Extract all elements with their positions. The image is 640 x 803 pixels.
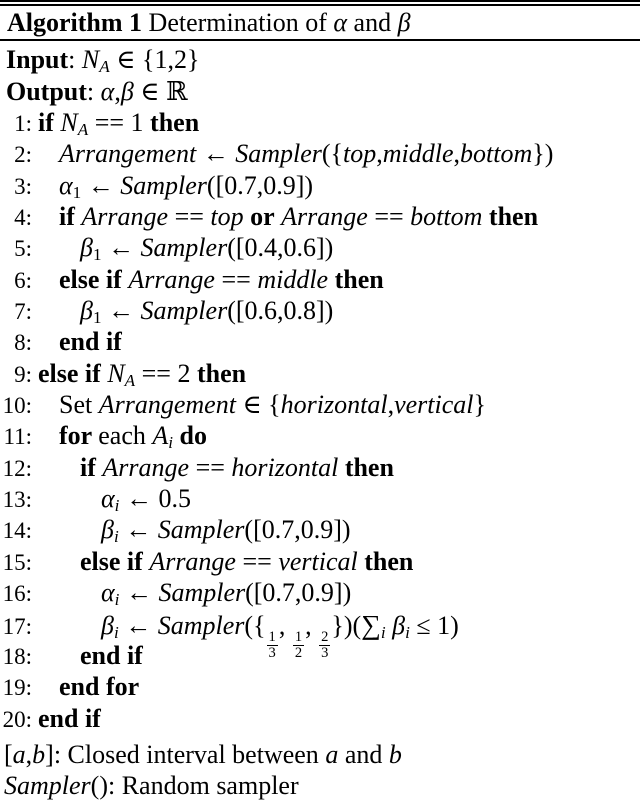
text-segment: i [380, 622, 386, 642]
text-segment: middle [382, 139, 454, 169]
text-segment: vertical [278, 546, 358, 576]
text-segment: i [168, 433, 174, 453]
text-segment: ← [101, 233, 141, 263]
text-segment: ← [101, 296, 141, 326]
line-number: 9: [14, 361, 32, 387]
text-segment: ← [118, 515, 158, 545]
algorithm-line [0, 577, 640, 608]
text-segment: ∑ [361, 608, 381, 640]
line-number: 12: [2, 455, 32, 481]
text-segment: == [168, 202, 211, 232]
text-segment: i [113, 527, 119, 547]
line-content [38, 514, 351, 545]
line-content [38, 640, 143, 671]
line-content [38, 170, 313, 201]
text-segment: ]: Closed interval between [45, 739, 326, 769]
line-content [38, 452, 394, 483]
text-segment: else if [38, 358, 108, 388]
text-segment: ({ [321, 139, 344, 169]
text-segment: and [338, 739, 389, 769]
algorithm-line [0, 514, 640, 545]
text-segment: ← [118, 610, 158, 640]
text-segment: each [98, 421, 153, 451]
text-segment: A [152, 421, 169, 451]
text-segment: if [80, 452, 103, 482]
algorithm-line [0, 546, 640, 577]
algorithm-line [0, 483, 640, 514]
text-segment: Algorithm 1 [7, 8, 143, 37]
text-segment: β [397, 8, 411, 37]
algorithm-line [0, 201, 640, 232]
line-number: 5: [14, 236, 32, 262]
text-segment: do [179, 421, 207, 451]
text-segment: horizontal [231, 452, 339, 482]
line-number: 18: [2, 643, 32, 669]
text-segment: == 2 [135, 358, 197, 388]
text-segment: }) [532, 139, 554, 169]
text-segment: ∈ ℝ [133, 76, 188, 106]
text-segment: == [189, 452, 232, 482]
line-number: 3: [14, 173, 32, 199]
text-segment: for [59, 421, 99, 451]
text-segment: or [250, 202, 275, 232]
text-segment: α [59, 170, 73, 200]
algorithm-line [0, 420, 640, 451]
text-segment: : [86, 76, 101, 106]
output-row [6, 76, 640, 108]
line-content [38, 483, 191, 514]
fraction [293, 630, 304, 662]
text-segment: ([0.7,0.9]) [206, 170, 314, 200]
text-segment: == 1 [88, 108, 151, 137]
text-segment: else if [59, 264, 129, 294]
text-segment: a [325, 739, 339, 769]
text-segment: ← [119, 578, 159, 608]
text-segment: Sampler [120, 170, 207, 200]
text-segment: A [77, 120, 89, 140]
text-segment: end for [59, 672, 140, 702]
text-segment: Arrange [128, 264, 215, 294]
text-segment: β [80, 233, 93, 263]
text-segment: Arrange [102, 452, 190, 482]
algorithm-line [0, 295, 640, 326]
text-segment: , [305, 610, 319, 640]
text-segment: == [367, 202, 411, 232]
text-segment: == [235, 546, 279, 576]
text-segment: [ [4, 739, 13, 769]
text-segment: ([0.7,0.9]) [244, 515, 351, 545]
line-number: 8: [14, 330, 32, 356]
line-content [38, 389, 486, 420]
text-segment: and [347, 8, 398, 37]
text-segment: α [101, 578, 115, 608]
text-segment: end if [59, 327, 122, 357]
text-segment: b [388, 739, 402, 769]
text-segment: then [196, 358, 247, 388]
text-segment: ← [196, 139, 236, 169]
algorithm-line [0, 138, 640, 169]
text-segment: Sampler [140, 296, 228, 326]
text-segment: , [376, 139, 383, 169]
algorithm-line [0, 264, 640, 295]
text-segment: == [214, 264, 258, 294]
text-segment: β [101, 610, 114, 640]
line-number: 19: [2, 675, 32, 701]
text-segment: , [278, 610, 292, 640]
text-segment: a [12, 739, 26, 769]
text-segment: end if [80, 640, 143, 670]
line-content [38, 326, 122, 357]
line-number: 1: [14, 111, 32, 136]
algorithm-line [0, 358, 640, 389]
text-segment: ({ [244, 610, 266, 640]
text-segment: then [334, 264, 384, 294]
text-segment: , [387, 390, 395, 420]
text-segment: Output [6, 76, 87, 106]
fraction-denominator: 2 [294, 645, 303, 662]
line-content [38, 546, 413, 577]
fraction-denominator: 3 [268, 645, 276, 662]
fraction [267, 630, 278, 662]
fraction [319, 630, 330, 662]
text-segment: i [114, 590, 120, 610]
footnote-line [4, 739, 640, 771]
footnote-line [4, 770, 640, 802]
text-segment: , [25, 739, 33, 769]
text-segment: ([0.7,0.9]) [245, 578, 352, 608]
line-content [38, 420, 207, 451]
text-segment: ∈ { [235, 390, 281, 420]
line-content [38, 577, 351, 608]
line-content [38, 201, 538, 232]
text-segment: Arrangement [98, 390, 236, 420]
text-segment: if [38, 108, 61, 137]
text-segment: β [80, 296, 93, 326]
text-segment: ≤ 1) [409, 610, 459, 640]
text-segment: middle [257, 264, 329, 294]
text-segment: Input [6, 45, 69, 74]
algorithm-line [0, 389, 640, 420]
text-segment: Arrangement [59, 139, 197, 169]
text-segment: Sampler [158, 578, 246, 608]
text-segment: top [343, 139, 377, 169]
text-segment: })( [331, 610, 362, 640]
text-segment: 1 [92, 308, 102, 328]
text-segment: Arrange [81, 202, 169, 232]
algorithm-line [0, 232, 640, 263]
text-segment: ∈ {1,2} [109, 45, 200, 74]
algorithm-line [0, 107, 640, 138]
io-section [0, 41, 640, 107]
text-segment: α [101, 484, 115, 514]
text-segment: } [473, 390, 486, 420]
text-segment: Sampler [4, 771, 91, 801]
line-content [38, 107, 199, 138]
text-segment: Sampler [140, 233, 228, 263]
line-content [38, 295, 333, 326]
fraction-numerator: 1 [294, 628, 303, 645]
text-segment: N [107, 358, 125, 388]
text-segment: ([0.4,0.6]) [227, 233, 334, 263]
line-number: 20: [2, 706, 32, 732]
text-segment: Set [59, 390, 99, 420]
algorithm-caption [0, 6, 640, 39]
text-segment: Sampler [157, 515, 245, 545]
text-segment: Sampler [157, 610, 245, 640]
text-segment: horizontal [280, 390, 388, 420]
line-number: 16: [2, 581, 32, 607]
text-segment: then [150, 108, 200, 137]
line-number: 10: [2, 393, 32, 419]
text-segment: end if [38, 703, 101, 733]
text-segment: ← [81, 170, 121, 200]
fraction-denominator: 3 [321, 645, 329, 662]
text-segment: top [210, 202, 244, 232]
fraction-numerator: 2 [321, 628, 329, 645]
algorithm-body [0, 107, 640, 734]
text-segment: A [124, 370, 136, 390]
line-number: 17: [2, 613, 32, 639]
algorithm-line [0, 452, 640, 483]
text-segment: else if [80, 546, 150, 576]
text-segment: Determination of [142, 8, 334, 37]
text-segment: if [59, 202, 82, 232]
line-content [38, 703, 101, 734]
text-segment: β [101, 515, 114, 545]
text-segment: α [100, 76, 115, 106]
text-segment: i [113, 622, 119, 642]
line-content [38, 358, 246, 389]
line-number: 13: [2, 487, 32, 513]
input-row [6, 44, 640, 76]
line-number: 14: [2, 518, 32, 544]
algorithm-line [0, 703, 640, 734]
text-segment: 1 [92, 245, 102, 265]
line-number: 15: [2, 549, 32, 575]
line-number: 7: [14, 299, 32, 325]
text-segment: β [392, 610, 406, 640]
line-number: 2: [14, 142, 32, 168]
text-segment: ← 0.5 [119, 484, 191, 514]
text-segment: (): Random sampler [90, 771, 299, 801]
line-content [38, 671, 139, 702]
text-segment: i [114, 496, 120, 516]
line-number: 4: [14, 205, 32, 231]
text-segment: 1 [72, 182, 82, 202]
line-content [38, 232, 333, 263]
text-segment: b [32, 739, 46, 769]
line-content [38, 264, 384, 295]
text-segment: Sampler [235, 139, 322, 169]
algorithm-line [0, 326, 640, 357]
text-segment: ([0.6,0.8]) [227, 296, 334, 326]
text-segment: α [333, 8, 348, 37]
line-number: 11: [3, 424, 32, 450]
line-content [38, 138, 553, 169]
text-segment: N [60, 108, 78, 137]
text-segment: : [68, 45, 82, 74]
line-number: 6: [14, 267, 32, 293]
text-segment: then [488, 202, 539, 232]
footnotes-section [0, 739, 640, 802]
algorithm-line [0, 170, 640, 201]
algorithm-line [0, 671, 640, 702]
text-segment: N [81, 45, 100, 74]
text-segment: i [405, 622, 410, 642]
text-segment: A [99, 57, 110, 77]
text-segment: then [364, 546, 414, 576]
text-segment: , [453, 139, 461, 169]
text-segment: vertical [394, 390, 474, 420]
text-segment: bottom [410, 202, 483, 232]
text-segment: , [114, 76, 121, 106]
fraction-numerator: 1 [268, 628, 276, 645]
text-segment: Arrange [281, 202, 368, 232]
text-segment: Arrange [149, 546, 236, 576]
text-segment: then [344, 452, 394, 482]
text-segment: β [120, 76, 134, 106]
text-segment: bottom [460, 139, 533, 169]
